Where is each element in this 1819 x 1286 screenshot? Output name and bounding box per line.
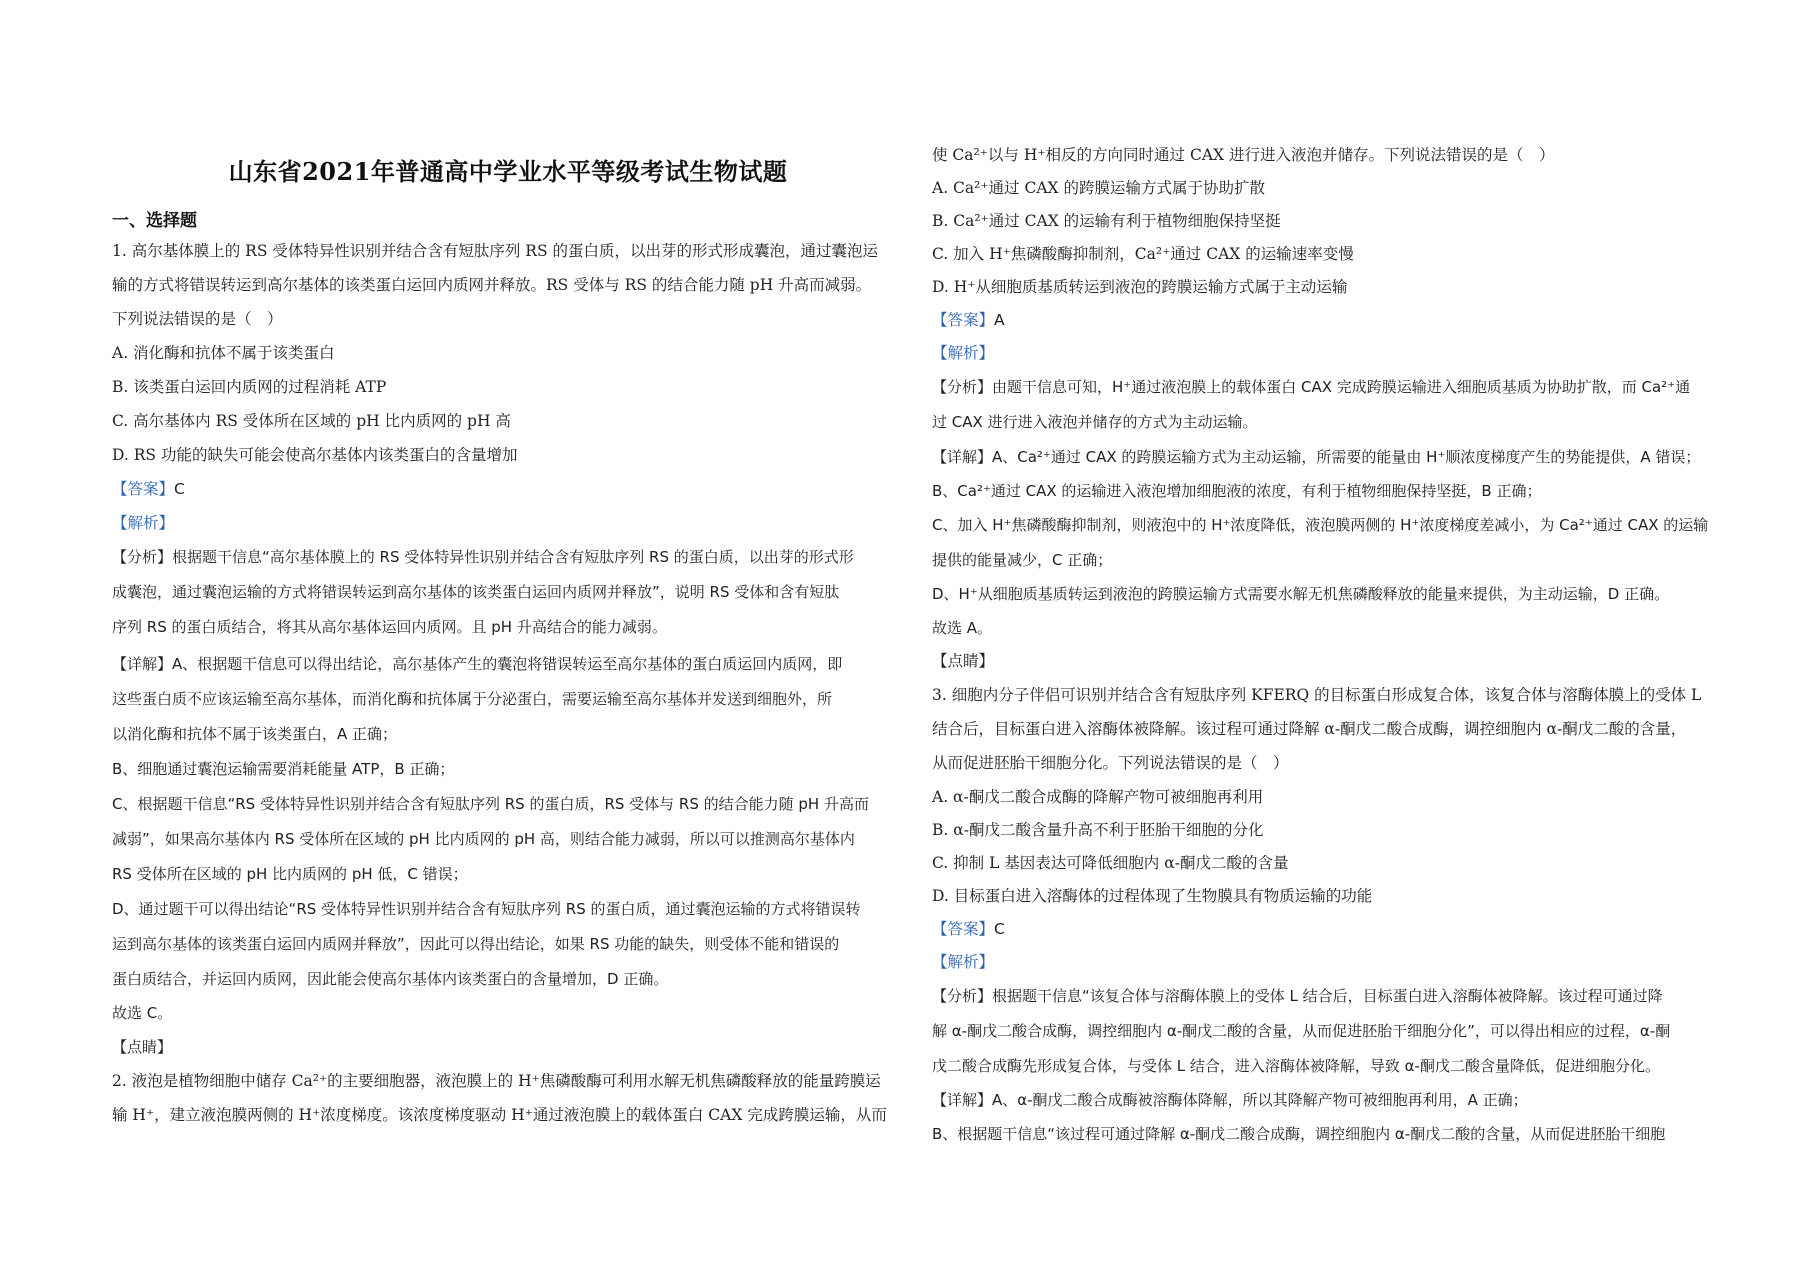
text-line: 从而促进胚胎干细胞分化。下列说法错误的是（ ） (932, 754, 1289, 772)
text-line: 使 Ca²⁺以与 H⁺相反的方向同时通过 CAX 进行进入液泡并储存。下列说法错误的是（ ） (932, 146, 1555, 164)
text-line: 【分析】根据题干信息“高尔基体膜上的 RS 受体特异性识别并结合含有短肽序列 RS 的蛋白质，以出芽的形式形 (112, 548, 854, 566)
document-title: 山东省2021年普通高中学业水平等级考试生物试题 (228, 157, 788, 186)
text-line: 解 α-酮戊二酸合成酶，调控细胞内 α-酮戊二酸的含量，从而促进胚胎干细胞分化”，可以得出相应的过程，α-酮 (932, 1022, 1671, 1040)
text-line: 【点睛】 (932, 652, 995, 670)
text-line: 输 H⁺，建立液泡膜两侧的 H⁺浓度梯度。该浓度梯度驱动 H⁺通过液泡膜上的载体蛋白 CAX 完成跨膜运输，从而 (112, 1106, 887, 1124)
text-line: 成囊泡，通过囊泡运输的方式将错误转运到高尔基体的该类蛋白运回内质网并释放”，说明 RS 受体和含有短肽 (112, 583, 840, 601)
analysis-label: 【解析】 (932, 953, 995, 971)
text-line: 1. 高尔基体膜上的 RS 受体特异性识别并结合含有短肽序列 RS 的蛋白质，以出芽的形式形成囊泡，通过囊泡运 (112, 242, 879, 260)
option-line: A. 消化酶和抗体不属于该类蛋白 (112, 344, 335, 362)
option-line: C. 高尔基体内 RS 受体所在区域的 pH 比内质网的 pH 高 (112, 412, 511, 430)
option-line: A. α-酮戊二酸合成酶的降解产物可被细胞再利用 (932, 788, 1264, 806)
text-line: 戊二酸合成酶先形成复合体，与受体 L 结合，进入溶酶体被降解，导致 α-酮戊二酸含量降低，促进细胞分化。 (932, 1057, 1660, 1075)
option-line: B. 该类蛋白运回内质网的过程消耗 ATP (112, 378, 387, 396)
option-line: C. 加入 H⁺焦磷酸酶抑制剂，Ca²⁺通过 CAX 的运输速率变慢 (932, 245, 1354, 263)
text-line: 【详解】A、Ca²⁺通过 CAX 的跨膜运输方式为主动运输，所需要的能量由 H⁺顺浓度梯度产生的势能提供，A 错误； (932, 448, 1701, 466)
text-line: C、加入 H⁺焦磷酸酶抑制剂，则液泡中的 H⁺浓度降低，液泡膜两侧的 H⁺浓度梯度差减小，为 Ca²⁺通过 CAX 的运输 (932, 516, 1709, 534)
text-line: 减弱”，如果高尔基体内 RS 受体所在区域的 pH 比内质网的 pH 高，则结合能力减弱，所以可以推测高尔基体内 (112, 830, 855, 848)
text-line: 【点睛】 (112, 1038, 173, 1056)
text-line: 过 CAX 进行进入液泡并储存的方式为主动运输。 (932, 413, 1258, 431)
text-line: B、细胞通过囊泡运输需要消耗能量 ATP，B 正确； (112, 760, 455, 778)
analysis-label: 【解析】 (112, 514, 175, 532)
text-line: 【分析】由题干信息可知，H⁺通过液泡膜上的载体蛋白 CAX 完成跨膜运输进入细胞质基质为协助扩散，而 Ca²⁺通 (932, 378, 1691, 396)
text-line: 蛋白质结合，并运回内质网，因此能会使高尔基体内该类蛋白的含量增加，D 正确。 (112, 970, 669, 988)
text-line: 以消化酶和抗体不属于该类蛋白，A 正确； (112, 725, 398, 743)
text-line: B、根据题干信息“该过程可通过降解 α-酮戊二酸合成酶，调控细胞内 α-酮戊二酸的含量，从而促进胚胎干细胞 (932, 1125, 1666, 1143)
text-line: D、H⁺从细胞质基质转运到液泡的跨膜运输方式需要水解无机焦磷酸释放的能量来提供，为主动运输，D 正确。 (932, 585, 1670, 603)
text-line: 输的方式将错误转运到高尔基体的该类蛋白运回内质网并释放。RS 受体与 RS 的结合能力随 pH 升高而减弱。 (112, 276, 872, 294)
option-line: D. 目标蛋白进入溶酶体的过程体现了生物膜具有物质运输的功能 (932, 887, 1373, 905)
option-line: A. Ca²⁺通过 CAX 的跨膜运输方式属于协助扩散 (932, 179, 1265, 197)
text-line: 序列 RS 的蛋白质结合，将其从高尔基体运回内质网。且 pH 升高结合的能力减弱。 (112, 618, 667, 636)
option-line: C. 抑制 L 基因表达可降低细胞内 α-酮戊二酸的含量 (932, 854, 1289, 872)
text-line: 故选 A。 (932, 619, 993, 637)
text-line: 故选 C。 (112, 1004, 173, 1022)
text-line: 【详解】A、根据题干信息可以得出结论，高尔基体产生的囊泡将错误转运至高尔基体的蛋白质运回内质网，即 (112, 655, 843, 673)
text-line: 下列说法错误的是（ ） (112, 310, 283, 328)
text-line: C、根据题干信息“RS 受体特异性识别并结合含有短肽序列 RS 的蛋白质，RS 受体与 RS 的结合能力随 pH 升高而 (112, 795, 869, 813)
text-line: RS 受体所在区域的 pH 比内质网的 pH 低，C 错误； (112, 865, 468, 883)
text-line: 3. 细胞内分子伴侣可识别并结合含有短肽序列 KFERQ 的目标蛋白形成复合体，该复合体与溶酶体膜上的受体 L (932, 686, 1702, 704)
answer-label: 【答案】A (932, 311, 1005, 329)
text-line: 【分析】根据题干信息“该复合体与溶酶体膜上的受体 L 结合后，目标蛋白进入溶酶体被降解。该过程可通过降 (932, 987, 1663, 1005)
option-line: B. Ca²⁺通过 CAX 的运输有利于植物细胞保持坚挺 (932, 212, 1281, 230)
text-line: D、通过题干可以得出结论“RS 受体特异性识别并结合含有短肽序列 RS 的蛋白质，通过囊泡运输的方式将错误转 (112, 900, 861, 918)
text-line: 【详解】A、α-酮戊二酸合成酶被溶酶体降解，所以其降解产物可被细胞再利用，A 正确； (932, 1091, 1528, 1109)
text-line: 结合后，目标蛋白进入溶酶体被降解。该过程可通过降解 α-酮戊二酸合成酶，调控细胞内 α-酮戊二酸的含量， (932, 720, 1687, 738)
text-line: B、Ca²⁺通过 CAX 的运输进入液泡增加细胞液的浓度，有利于植物细胞保持坚挺，B 正确； (932, 482, 1542, 500)
text-line: 2. 液泡是植物细胞中储存 Ca²⁺的主要细胞器，液泡膜上的 H⁺焦磷酸酶可利用水解无机焦磷酸释放的能量跨膜运 (112, 1072, 881, 1090)
text-line: 提供的能量减少，C 正确； (932, 551, 1113, 569)
option-line: D. RS 功能的缺失可能会使高尔基体内该类蛋白的含量增加 (112, 446, 518, 464)
answer-label: 【答案】C (932, 920, 1005, 938)
analysis-label: 【解析】 (932, 344, 995, 362)
section-heading: 一、选择题 (112, 211, 197, 231)
answer-label: 【答案】C (112, 480, 185, 498)
text-line: 这些蛋白质不应该运输至高尔基体，而消化酶和抗体属于分泌蛋白，需要运输至高尔基体并发送到细胞外，所 (112, 690, 833, 708)
option-line: D. H⁺从细胞质基质转运到液泡的跨膜运输方式属于主动运输 (932, 278, 1348, 296)
text-line: 运到高尔基体的该类蛋白运回内质网并释放”，因此可以得出结论，如果 RS 功能的缺失，则受体不能和错误的 (112, 935, 840, 953)
option-line: B. α-酮戊二酸含量升高不利于胚胎干细胞的分化 (932, 821, 1264, 839)
